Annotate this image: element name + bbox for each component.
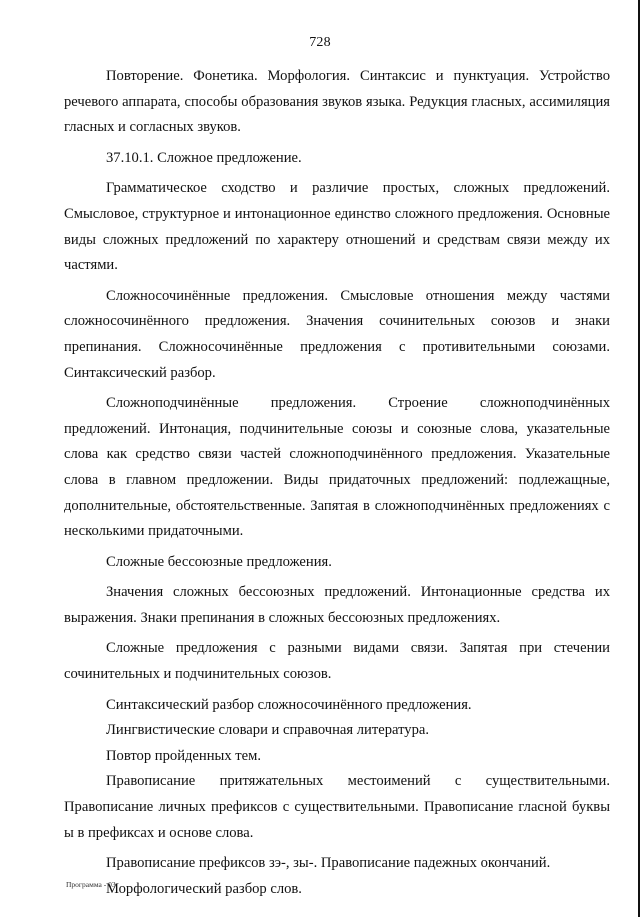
document-body	[64, 64, 610, 902]
page-footer: Программа - 03	[66, 880, 116, 889]
paragraph-spelling-prefixes: Правописание префиксов зэ-, зы-. Правописание падежных окончаний.	[106, 855, 551, 872]
paragraph-complex-subordinate-sentences: Сложноподчинённые предложения. Строение сложноподчинённых предложений. Интонация, подчинительные союзы и союзные слова, указательные слова как средство связи частей сложноподчинённого предложения. Указательные слова в главном предложении. Виды придаточных предложений: подлежащные, дополнительные, обстоятельственные. Запятая в сложноподчинённых предложениях с несколькими придаточными.	[64, 395, 610, 540]
paragraph-asyndetic-meanings: Значения сложных бессоюзных предложений. Интонационные средства их выражения. Знаки препинания в сложных бессоюзных предложениях.	[64, 584, 610, 626]
paragraph-asyndetic-heading: Сложные бессоюзные предложения.	[106, 553, 332, 570]
paragraph-mixed-connection: Сложные предложения с разными видами связи. Запятая при стечении сочинительных и подчинительных союзов.	[64, 640, 610, 683]
paragraph-syntactic-analysis: Синтаксический разбор сложносочинённого предложения.	[106, 696, 472, 713]
section-heading-complex-sentence: 37.10.1. Сложное предложение.	[106, 149, 302, 166]
page-number: 728	[309, 35, 331, 50]
paragraph-grammatical-similarity: Грамматическое сходство и различие простых, сложных предложений. Смысловое, структурное и интонационное единство сложного предложения. Основные виды сложных предложений по характеру отношений и средствам связи между их частями.	[64, 180, 610, 274]
paragraph-review: Повтор пройденных тем.	[106, 747, 262, 764]
paragraph-dictionaries: Лингвистические словари и справочная литература.	[106, 722, 430, 739]
paragraph-spelling-possessive: Правописание притяжательных местоимений с существительными. Правописание личных префиксов с существительными. Правописание гласной буквы ы в префиксах и основе слова.	[64, 773, 610, 841]
paragraph-morphological-analysis: Морфологический разбор слов.	[106, 880, 302, 897]
paragraph-repetition-phonetics: Повторение. Фонетика. Морфология. Синтаксис и пунктуация. Устройство речевого аппарата, способы образования звуков языка. Редукция гласных, ассимиляция гласных и согласных звуков.	[64, 68, 610, 136]
paragraph-compound-sentences: Сложносочинённые предложения. Смысловые отношения между частями сложносочинённого предложения. Значения сочинительных союзов и знаки препинания. Сложносочинённые предложения с противительными союзами. Синтаксический разбор.	[64, 287, 610, 381]
